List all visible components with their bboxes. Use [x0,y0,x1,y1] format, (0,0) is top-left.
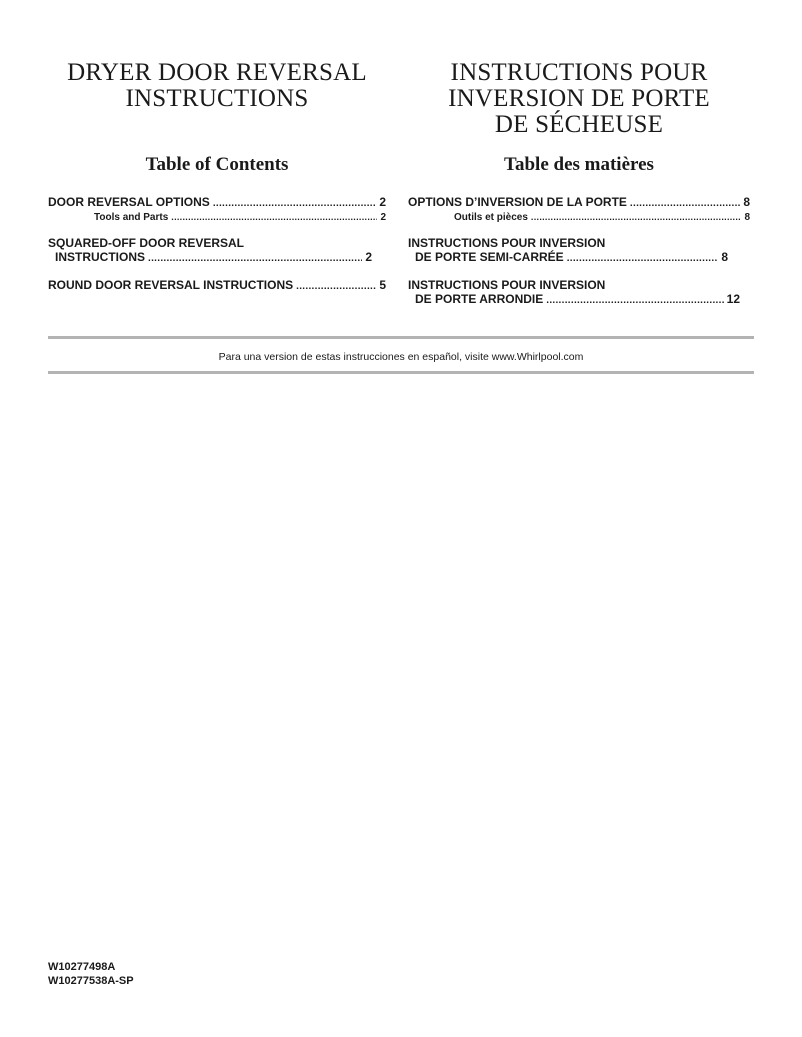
document-code: W10277498A [48,961,116,973]
french-title-line: INVERSION DE PORTE [448,85,710,112]
french-title-line: DE SÉCHEUSE [494,111,664,138]
french-toc-heading: Table des matières [504,154,654,175]
toc-entry-label: DE PORTE ARRONDIE [415,292,544,306]
toc-entry-squared-off[interactable] [48,236,386,266]
toc-page-number: 8 [743,195,750,209]
english-toc [48,195,386,294]
toc-leader-dots [531,211,742,224]
toc-page-number: 12 [726,292,740,306]
toc-entry-semi-carree[interactable] [408,236,750,266]
bottom-divider [48,371,754,374]
toc-page-number: 5 [379,278,386,292]
french-column [408,59,750,175]
toc-entry-label: SQUARED-OFF DOOR REVERSAL [48,236,245,250]
french-title-line: INSTRUCTIONS POUR [450,59,708,86]
toc-entry-arrondie[interactable] [408,278,750,308]
toc-entry-outils[interactable] [408,211,750,224]
toc-leader-dots [148,252,362,266]
english-column [48,59,386,175]
toc-leader-dots [213,197,377,211]
english-title-line: DRYER DOOR REVERSAL [67,59,367,86]
toc-page-number: 8 [744,212,750,223]
toc-entry-label: DE PORTE SEMI-CARRÉE [415,250,564,264]
toc-entry-label: Outils et pièces [454,212,528,223]
top-divider [48,336,754,339]
toc-entry-options[interactable] [408,195,750,211]
toc-entry-label: INSTRUCTIONS POUR INVERSION [408,236,606,250]
french-title [408,60,750,138]
toc-leader-dots [546,294,723,308]
toc-page-number: 8 [721,250,728,264]
toc-entry-tools-and-parts[interactable] [48,211,386,224]
toc-leader-dots [171,211,377,224]
toc-entry-round-door[interactable] [48,278,386,294]
toc-page-number: 2 [380,212,386,223]
english-title-line: INSTRUCTIONS [125,85,309,112]
english-title [48,60,386,112]
english-toc-heading: Table of Contents [145,154,289,175]
toc-entry-label: OPTIONS D’INVERSION DE LA PORTE [408,195,627,209]
toc-leader-dots [296,280,376,294]
toc-entry-label: INSTRUCTIONS POUR INVERSION [408,278,606,292]
toc-entry-label: ROUND DOOR REVERSAL INSTRUCTIONS [48,278,294,292]
toc-entry-label: DOOR REVERSAL OPTIONS [48,195,210,209]
toc-entry-label: Tools and Parts [94,212,169,223]
spanish-notice: Para una version de estas instrucciones en español, visite www.Whirlpool.com [218,351,584,363]
french-toc [408,195,750,308]
toc-entry-door-reversal-options[interactable] [48,195,386,211]
document-codes [48,960,134,988]
toc-leader-dots [567,252,719,266]
document-code: W10277538A-SP [48,975,134,987]
toc-page-number: 2 [379,195,386,209]
toc-page-number: 2 [365,250,372,264]
toc-leader-dots [630,197,740,211]
toc-entry-label: INSTRUCTIONS [55,250,145,264]
